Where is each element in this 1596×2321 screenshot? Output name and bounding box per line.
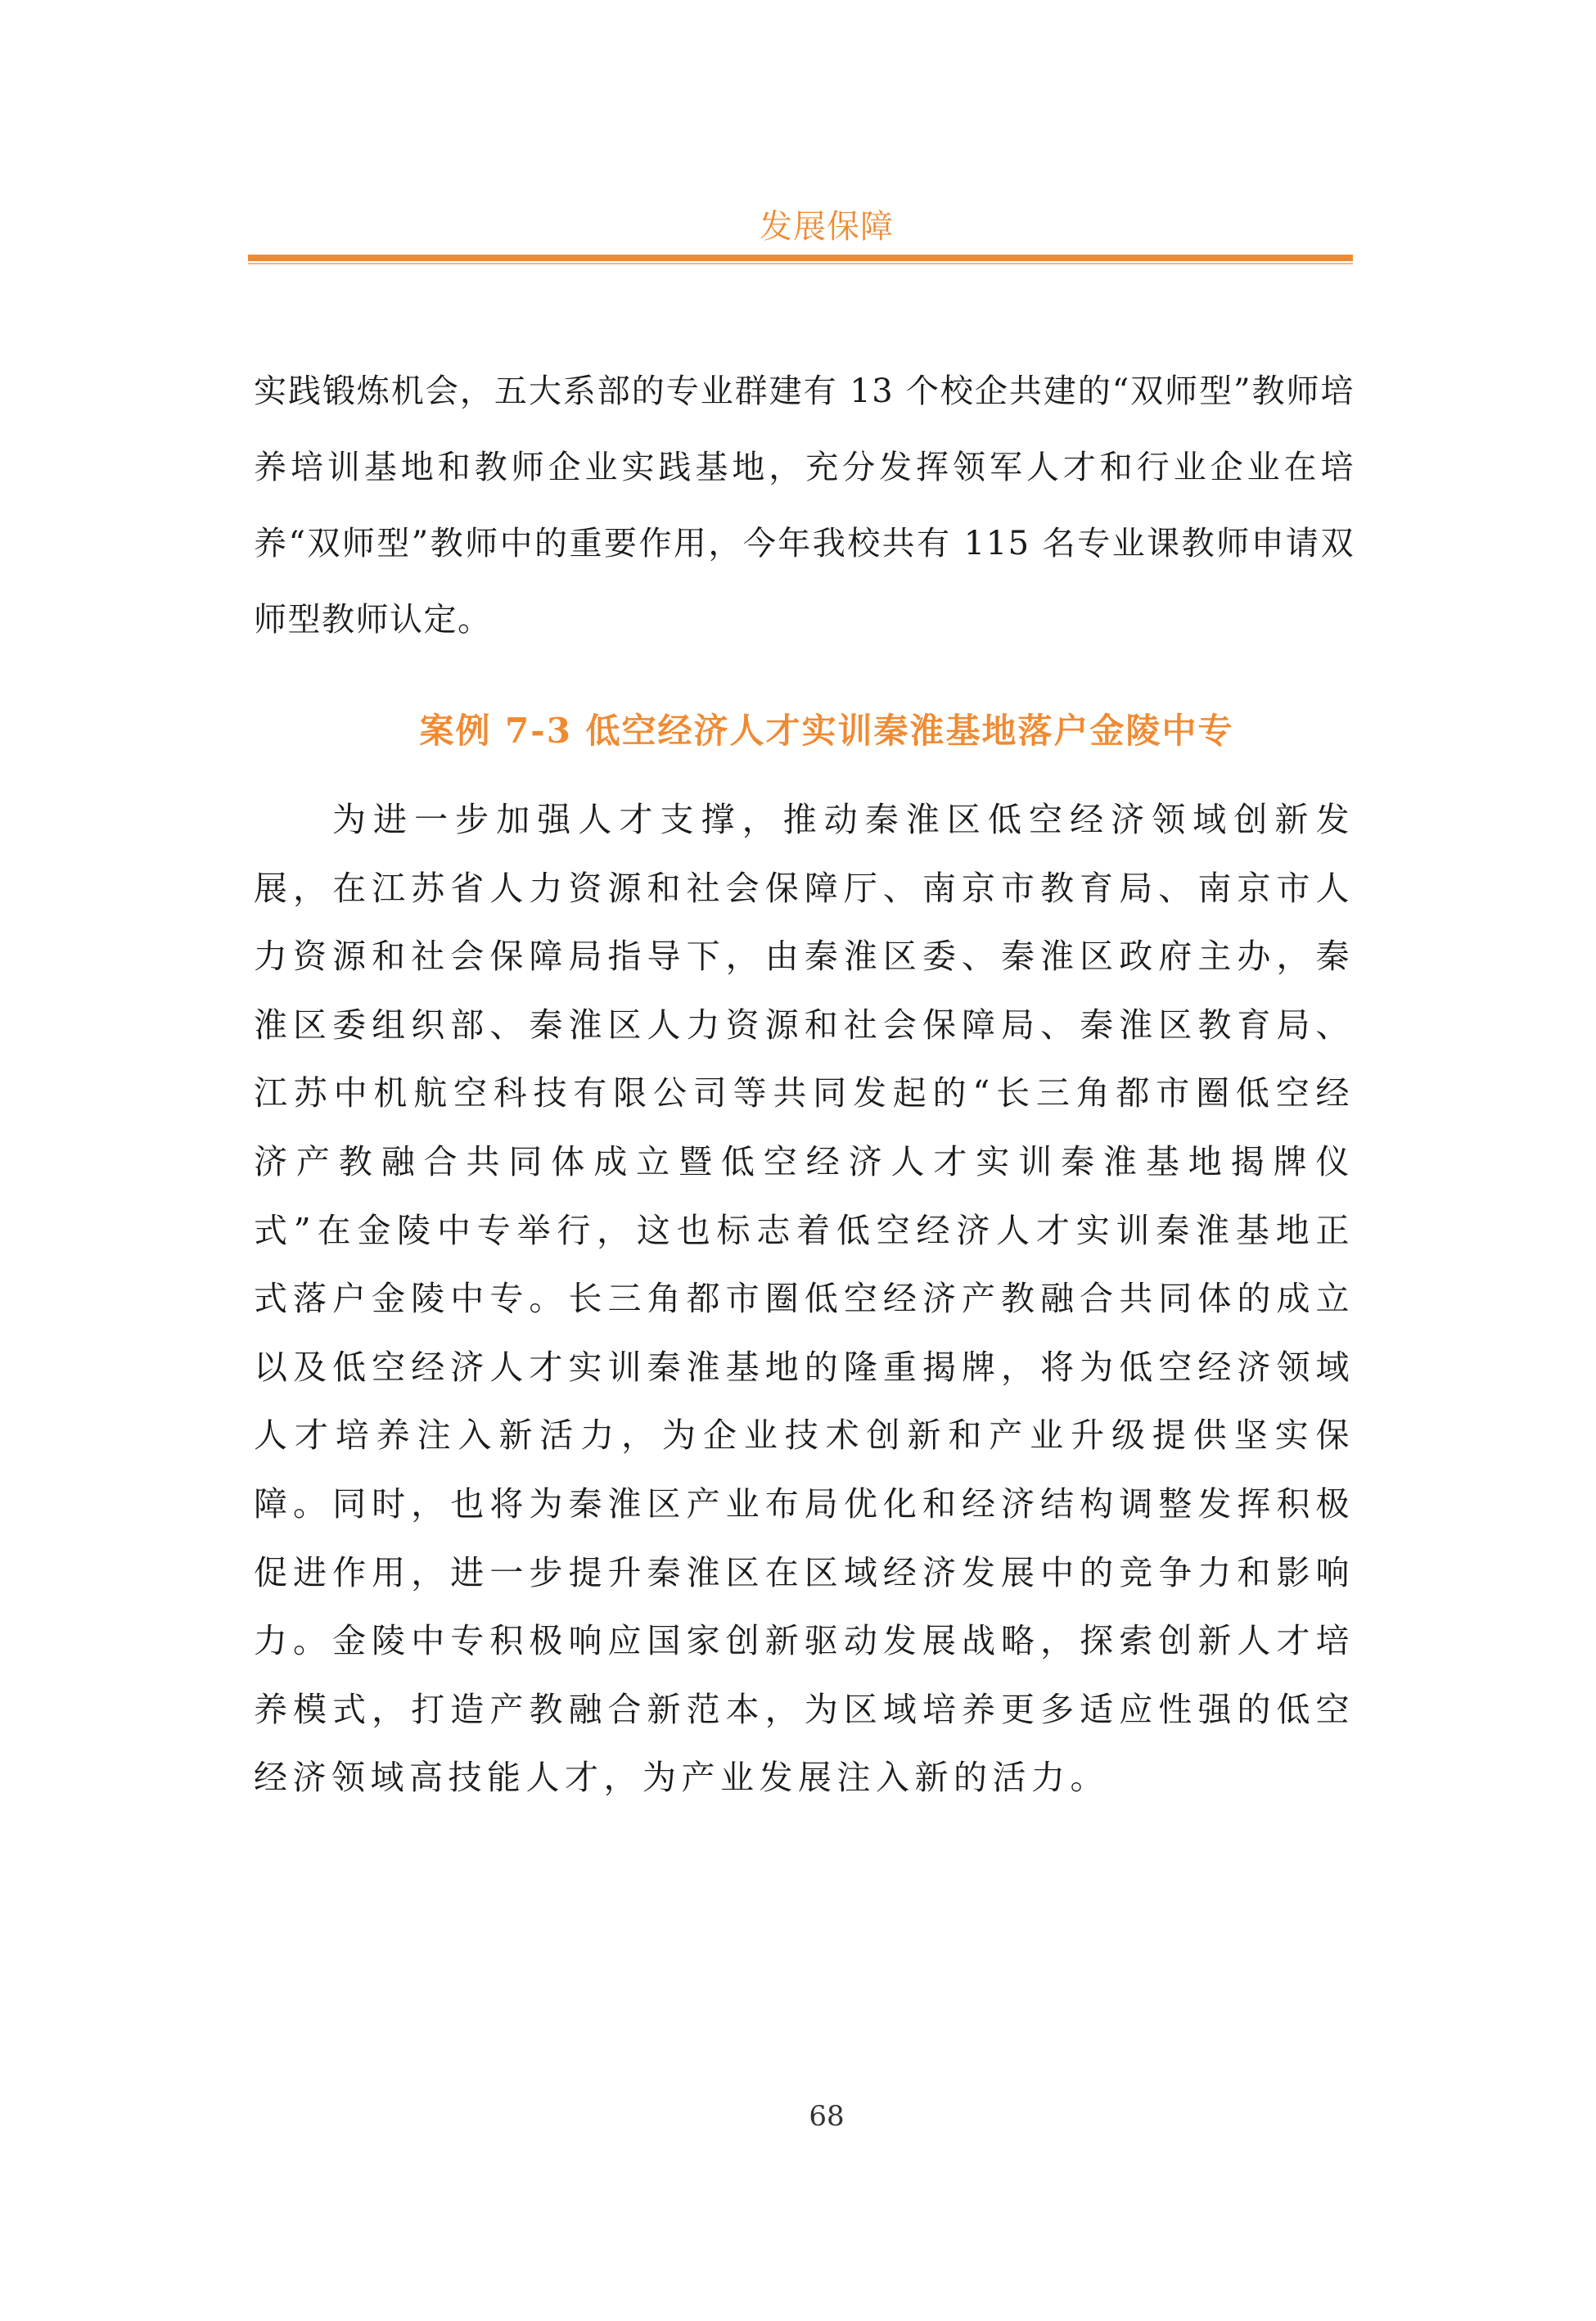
page-number: 68: [809, 2100, 845, 2133]
body-paragraph-1: 实践锻炼机会，五大系部的专业群建有 13 个校企共建的“双师型”教师培养培训基地和教师企业实践基地，充分发挥领军人才和行业企业在培养“双师型”教师中的重要作用，今年我校共有 115 名专业课教师申请双师型教师认定。: [254, 373, 1355, 639]
header-divider: [248, 255, 1353, 261]
case-heading: 案例 7-3 低空经济人才实训秦淮基地落户金陵中专: [419, 711, 1234, 751]
body-paragraph-2: 为进一步加强人才支撑，推动秦淮区低空经济领域创新发展，在江苏省人力资源和社会保障厅、南京市教育局、南京市人力资源和社会保障局指导下，由秦淮区委、秦淮区政府主办，秦淮区委组织部、秦淮区人力资源和社会保障局、秦淮区教育局、江苏中机航空科技有限公司等共同发起的“长三角都市圈低空经济产教融合共同体成立暨低空经济人才实训秦淮基地揭牌仪式”在金陵中专举行，这也标志着低空经济人才实训秦淮基地正式落户金陵中专。长三角都市圈低空经济产教融合共同体的成立以及低空经济人才实训秦淮基地的隆重揭牌，将为低空经济领域人才培养注入新活力，为企业技术创新和产业升级提供坚实保障。同时，也将为秦淮区产业布局优化和经济结构调整发挥积极促进作用，进一步提升秦淮区在区域经济发展中的竞争力和影响力。金陵中专积极响应国家创新驱动发展战略，探索创新人才培养模式，打造产教融合新范本，为区域培养更多适应性强的低空经济领域高技能人才，为产业发展注入新的活力。: [254, 800, 1355, 1798]
running-header-title: 发展保障: [760, 208, 894, 246]
header-divider-thin: [248, 263, 1353, 264]
